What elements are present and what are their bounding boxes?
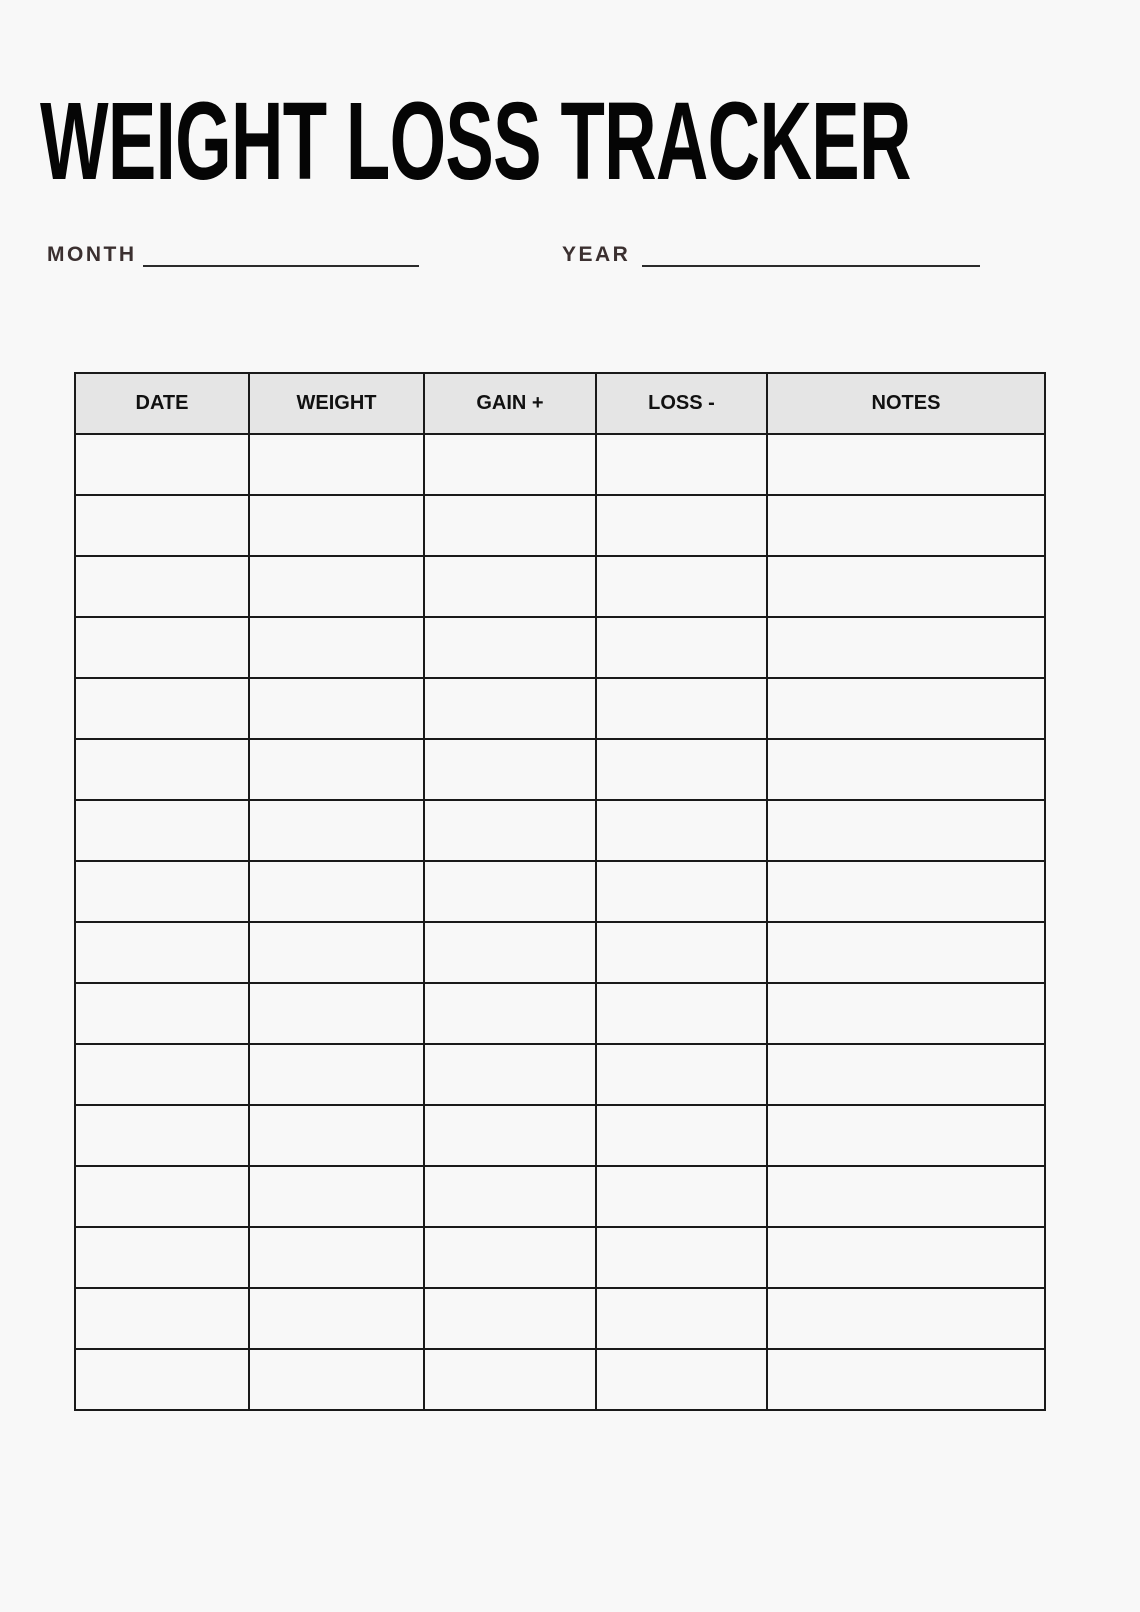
table-cell[interactable]	[596, 739, 767, 800]
table-cell[interactable]	[596, 556, 767, 617]
table-cell[interactable]	[596, 434, 767, 495]
table-cell[interactable]	[249, 1349, 424, 1410]
table-cell[interactable]	[767, 983, 1045, 1044]
table-cell[interactable]	[596, 922, 767, 983]
table-cell[interactable]	[75, 922, 249, 983]
table-cell[interactable]	[596, 1288, 767, 1349]
table-cell[interactable]	[767, 861, 1045, 922]
table-cell[interactable]	[596, 1105, 767, 1166]
table-cell[interactable]	[249, 1288, 424, 1349]
table-row	[75, 678, 1045, 739]
table-cell[interactable]	[249, 556, 424, 617]
table-cell[interactable]	[249, 739, 424, 800]
table-row	[75, 739, 1045, 800]
table-cell[interactable]	[75, 556, 249, 617]
table-cell[interactable]	[767, 1288, 1045, 1349]
table-cell[interactable]	[75, 1288, 249, 1349]
table-cell[interactable]	[424, 1166, 596, 1227]
table-cell[interactable]	[424, 1105, 596, 1166]
table-cell[interactable]	[767, 556, 1045, 617]
column-header-date: DATE	[75, 373, 249, 434]
table-cell[interactable]	[424, 1044, 596, 1105]
table-cell[interactable]	[424, 739, 596, 800]
table-cell[interactable]	[75, 495, 249, 556]
table-cell[interactable]	[596, 495, 767, 556]
table-cell[interactable]	[596, 617, 767, 678]
table-cell[interactable]	[424, 617, 596, 678]
table-cell[interactable]	[249, 983, 424, 1044]
table-cell[interactable]	[249, 1166, 424, 1227]
table-cell[interactable]	[249, 678, 424, 739]
page-title: WEIGHT LOSS TRACKER	[40, 80, 911, 203]
column-header-notes: NOTES	[767, 373, 1045, 434]
table-cell[interactable]	[767, 739, 1045, 800]
table-cell[interactable]	[596, 800, 767, 861]
table-cell[interactable]	[75, 739, 249, 800]
table-cell[interactable]	[767, 1044, 1045, 1105]
table-cell[interactable]	[424, 434, 596, 495]
column-header-gain: GAIN +	[424, 373, 596, 434]
table-cell[interactable]	[249, 861, 424, 922]
table-row	[75, 800, 1045, 861]
table-row	[75, 922, 1045, 983]
table-cell[interactable]	[249, 922, 424, 983]
column-header-weight: WEIGHT	[249, 373, 424, 434]
table-cell[interactable]	[75, 1349, 249, 1410]
table-cell[interactable]	[767, 1166, 1045, 1227]
table-cell[interactable]	[249, 495, 424, 556]
table-cell[interactable]	[767, 1349, 1045, 1410]
table-row	[75, 1288, 1045, 1349]
table-cell[interactable]	[249, 434, 424, 495]
tracker-table	[74, 372, 1046, 1411]
table-cell[interactable]	[424, 983, 596, 1044]
table-cell[interactable]	[424, 678, 596, 739]
table-row	[75, 1227, 1045, 1288]
table-cell[interactable]	[596, 861, 767, 922]
table-cell[interactable]	[249, 1227, 424, 1288]
table-row	[75, 556, 1045, 617]
table-cell[interactable]	[424, 495, 596, 556]
month-label: MONTH	[47, 243, 137, 266]
table-row	[75, 1349, 1045, 1410]
table-cell[interactable]	[249, 1044, 424, 1105]
table-cell[interactable]	[75, 1105, 249, 1166]
table-cell[interactable]	[424, 1227, 596, 1288]
table-row	[75, 434, 1045, 495]
table-cell[interactable]	[75, 983, 249, 1044]
table-cell[interactable]	[767, 1227, 1045, 1288]
table-cell[interactable]	[75, 1227, 249, 1288]
table-cell[interactable]	[596, 1349, 767, 1410]
table-cell[interactable]	[75, 861, 249, 922]
table-body	[75, 434, 1045, 1410]
table-cell[interactable]	[75, 800, 249, 861]
table-cell[interactable]	[767, 617, 1045, 678]
table-row	[75, 1166, 1045, 1227]
table-cell[interactable]	[767, 922, 1045, 983]
column-header-loss: LOSS -	[596, 373, 767, 434]
table-cell[interactable]	[75, 617, 249, 678]
table-cell[interactable]	[249, 617, 424, 678]
table-cell[interactable]	[424, 922, 596, 983]
table-cell[interactable]	[767, 800, 1045, 861]
table-cell[interactable]	[596, 983, 767, 1044]
table-cell[interactable]	[75, 678, 249, 739]
table-cell[interactable]	[424, 1288, 596, 1349]
table-header-row	[75, 373, 1045, 434]
table-cell[interactable]	[596, 1166, 767, 1227]
table-cell[interactable]	[596, 1044, 767, 1105]
table-cell[interactable]	[75, 1044, 249, 1105]
table-cell[interactable]	[596, 1227, 767, 1288]
table-cell[interactable]	[767, 434, 1045, 495]
year-label: YEAR	[562, 243, 631, 266]
table-cell[interactable]	[767, 495, 1045, 556]
year-field-line[interactable]	[642, 265, 980, 267]
table-cell[interactable]	[249, 1105, 424, 1166]
table-row	[75, 983, 1045, 1044]
table-cell[interactable]	[75, 434, 249, 495]
table-cell[interactable]	[424, 1349, 596, 1410]
table-row	[75, 861, 1045, 922]
table-row	[75, 1105, 1045, 1166]
table-cell[interactable]	[596, 678, 767, 739]
table-row	[75, 495, 1045, 556]
table-cell[interactable]	[424, 800, 596, 861]
table-cell[interactable]	[249, 800, 424, 861]
table-cell[interactable]	[424, 556, 596, 617]
table-row	[75, 1044, 1045, 1105]
table-cell[interactable]	[767, 1105, 1045, 1166]
table-row	[75, 617, 1045, 678]
month-field-line[interactable]	[143, 265, 419, 267]
table-cell[interactable]	[767, 678, 1045, 739]
table-cell[interactable]	[424, 861, 596, 922]
table-cell[interactable]	[75, 1166, 249, 1227]
